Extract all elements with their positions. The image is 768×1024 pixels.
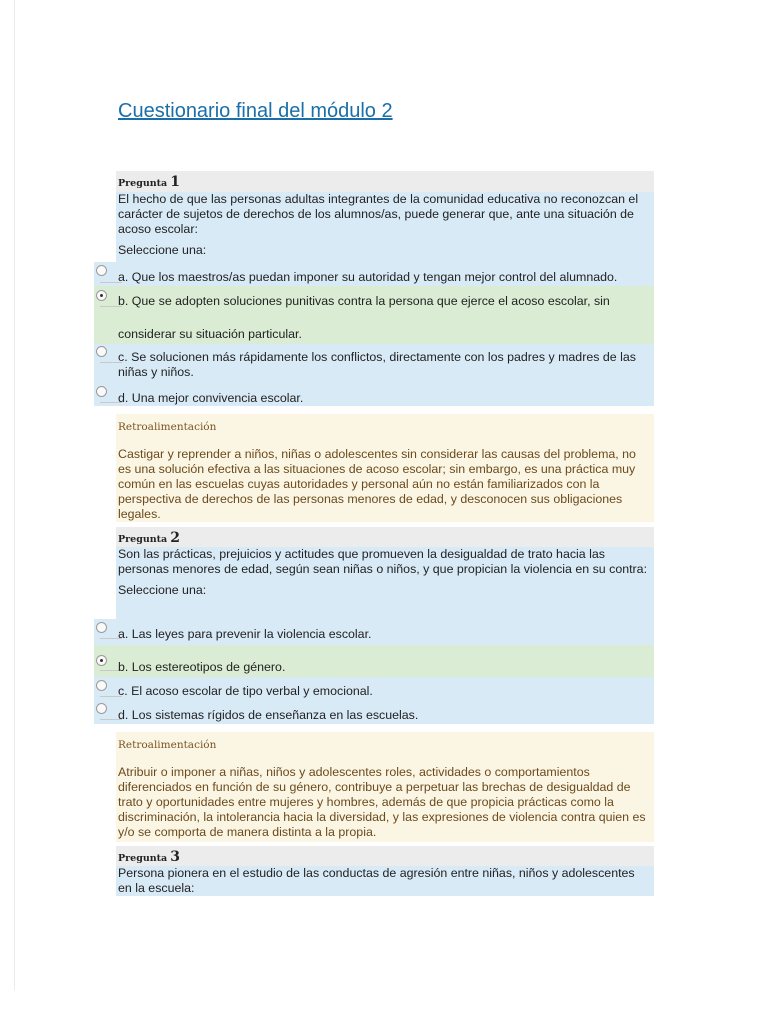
radio-button[interactable] xyxy=(96,386,107,397)
option-label: b. Los estereotipos de género. xyxy=(118,660,286,674)
question-1-option-d[interactable] xyxy=(94,380,654,406)
option-label: c. Se solucionen más rápidamente los conflictos, directamente con los padres y madres de las niñas y niños. xyxy=(118,350,636,379)
question-2-option-c[interactable] xyxy=(94,677,654,699)
question-3-header xyxy=(116,846,654,866)
question-1-option-b[interactable] xyxy=(94,286,654,344)
question-2-body xyxy=(116,547,654,619)
question-1-feedback xyxy=(116,414,654,522)
select-prompt: Seleccione una: xyxy=(118,243,207,257)
option-label: d. Una mejor convivencia escolar. xyxy=(118,391,304,405)
question-2-option-d[interactable] xyxy=(94,699,654,724)
option-label: a. Que los maestros/as puedan imponer su autoridad y tengan mejor control del alumnado. xyxy=(118,270,618,284)
feedback-text: Castigar y reprender a niños, niñas o adolescentes sin considerar las causas del problema, no es una solución efectiva a las situaciones de acoso escolar; sin embargo, es una práctica muy común en las escuelas cuyas autoridades y personal aún no están familiarizados con la perspectiva de derechos de las personas menores de edad, y desconocen sus obligaciones legales. xyxy=(118,447,636,521)
feedback-title: Retroalimentación xyxy=(118,421,217,433)
option-label: d. Los sistemas rígidos de enseñanza en las escuelas. xyxy=(118,708,419,722)
question-label: Pregunta xyxy=(118,534,168,545)
question-text: Son las prácticas, prejuicios y actitudes que promueven la desigualdad de trato hacia las personas menores de edad, según sean niñas o niños, y que propician la violencia en su contra: xyxy=(118,547,648,576)
question-2-option-b[interactable] xyxy=(94,645,654,677)
question-1-option-c[interactable] xyxy=(94,344,654,380)
radio-button[interactable] xyxy=(96,265,107,276)
question-text: Persona pionera en el estudio de las conductas de agresión entre niñas, niños y adolescentes en la escuela: xyxy=(118,866,635,895)
option-label: a. Las leyes para prevenir la violencia escolar. xyxy=(118,627,372,641)
question-label: Pregunta xyxy=(118,178,168,189)
radio-button[interactable] xyxy=(96,622,107,633)
option-label: c. El acoso escolar de tipo verbal y emocional. xyxy=(118,684,373,698)
page-edge xyxy=(14,0,15,990)
feedback-title: Retroalimentación xyxy=(118,739,217,751)
radio-button-selected[interactable] xyxy=(96,655,107,666)
radio-button[interactable] xyxy=(96,703,107,714)
question-number: 2 xyxy=(170,530,180,546)
radio-button-selected[interactable] xyxy=(96,290,107,301)
question-1-body xyxy=(116,192,654,262)
option-label-continued: considerar su situación particular. xyxy=(118,327,302,341)
radio-button[interactable] xyxy=(96,680,107,691)
feedback-text: Atribuir o imponer a niñas, niños y adolescentes roles, actividades o comportamientos diferenciados en función de su género, contribuye a perpetuar las brechas de desigualdad de trato y oportunidades entre mujeres y hombres, además de que propicia prácticas como la discriminación, la intolerancia hacia la diversidad, y las expresiones de violencia contra quien es y/o se comporta de manera distinta a la propia. xyxy=(118,765,646,839)
page-title[interactable]: Cuestionario final del módulo 2 xyxy=(118,100,393,122)
question-number: 3 xyxy=(170,849,180,865)
radio-button[interactable] xyxy=(96,346,107,357)
option-label: b. Que se adopten soluciones punitivas contra la persona que ejerce el acoso escolar, sin xyxy=(118,294,610,308)
question-2-feedback xyxy=(116,732,654,842)
question-3-body xyxy=(116,866,654,896)
select-prompt: Seleccione una: xyxy=(118,583,207,597)
question-1-option-a[interactable] xyxy=(94,262,654,286)
question-number: 1 xyxy=(170,174,180,190)
question-1-header xyxy=(116,171,654,192)
question-label: Pregunta xyxy=(118,853,168,864)
question-text: El hecho de que las personas adultas integrantes de la comunidad educativa no reconozcan el carácter de sujetos de derechos de los alumnos/as, puede generar que, ante una situación de acoso escolar: xyxy=(118,192,639,236)
question-2-header xyxy=(116,527,654,547)
question-2-option-a[interactable] xyxy=(94,619,654,645)
